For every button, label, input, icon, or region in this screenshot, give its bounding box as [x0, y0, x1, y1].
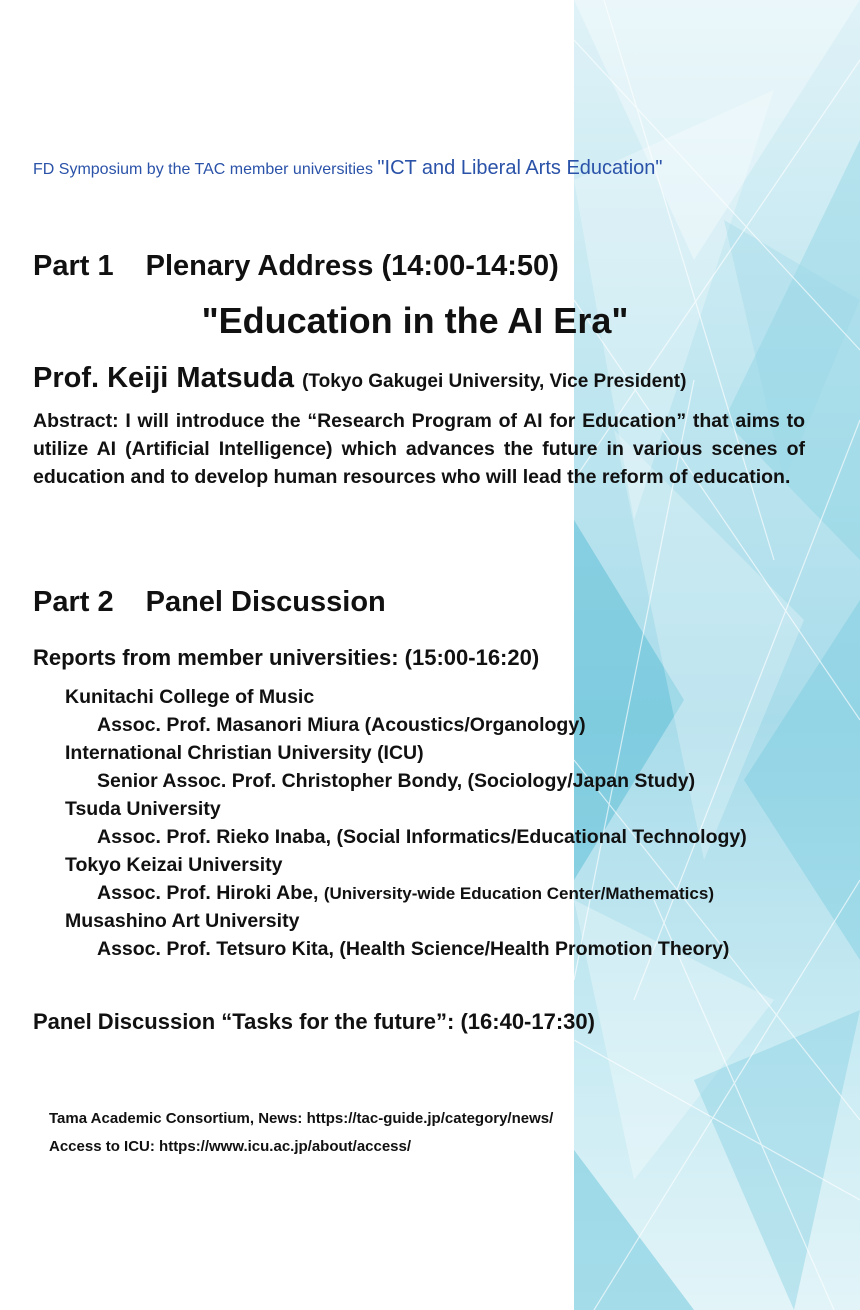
- presenter: Assoc. Prof. Tetsuro Kita, (Health Science/Health Promotion Theory): [97, 938, 730, 960]
- university-name: Kunitachi College of Music: [65, 686, 315, 708]
- speaker-name: Prof. Keiji Matsuda: [33, 362, 295, 394]
- presenter-name: Assoc. Prof. Hiroki Abe,: [97, 882, 319, 904]
- symposium-header: [33, 157, 663, 180]
- part2-title: Panel Discussion: [145, 586, 386, 618]
- part1-title: Plenary Address (14:00-14:50): [145, 250, 559, 282]
- header-prefix: FD Symposium by the TAC member universities: [33, 161, 378, 178]
- speaker-affiliation: (Tokyo Gakugei University, Vice President): [302, 371, 687, 392]
- presenter: Assoc. Prof. Rieko Inaba, (Social Informatics/Educational Technology): [97, 826, 747, 848]
- presenter: Senior Assoc. Prof. Christopher Bondy, (Sociology/Japan Study): [97, 770, 696, 792]
- presenter: Assoc. Prof. Masanori Miura (Acoustics/Organology): [97, 714, 586, 736]
- part2-label: Part 2: [33, 586, 114, 618]
- part1-heading: [33, 250, 559, 283]
- talk-title: "Education in the AI Era": [201, 300, 629, 341]
- part2-heading: [33, 586, 386, 619]
- panel-discussion-line: Panel Discussion “Tasks for the future”: (16:40-17:30): [33, 1009, 595, 1034]
- footer-access-link[interactable]: Access to ICU: https://www.icu.ac.jp/about/access/: [49, 1138, 412, 1155]
- university-name: International Christian University (ICU): [65, 742, 424, 764]
- presenter: [97, 882, 714, 905]
- footer-news-link[interactable]: Tama Academic Consortium, News: https://tac-guide.jp/category/news/: [49, 1110, 554, 1127]
- university-name: Tsuda University: [65, 798, 221, 820]
- university-name: Tokyo Keizai University: [65, 854, 283, 876]
- part1-label: Part 1: [33, 250, 114, 282]
- abstract-text: Abstract: I will introduce the “Research Program of AI for Education” that aims to utilize AI (Artificial Intelligence) which advances the future in various scenes of education and to develop human resources who will lead the reform of education.: [33, 410, 805, 488]
- university-name: Musashino Art University: [65, 910, 300, 932]
- header-title: "ICT and Liberal Arts Education": [377, 157, 663, 179]
- speaker: [33, 362, 686, 395]
- presenter-department: (University-wide Education Center/Mathematics): [323, 884, 714, 903]
- reports-heading: Reports from member universities: (15:00-16:20): [33, 645, 540, 670]
